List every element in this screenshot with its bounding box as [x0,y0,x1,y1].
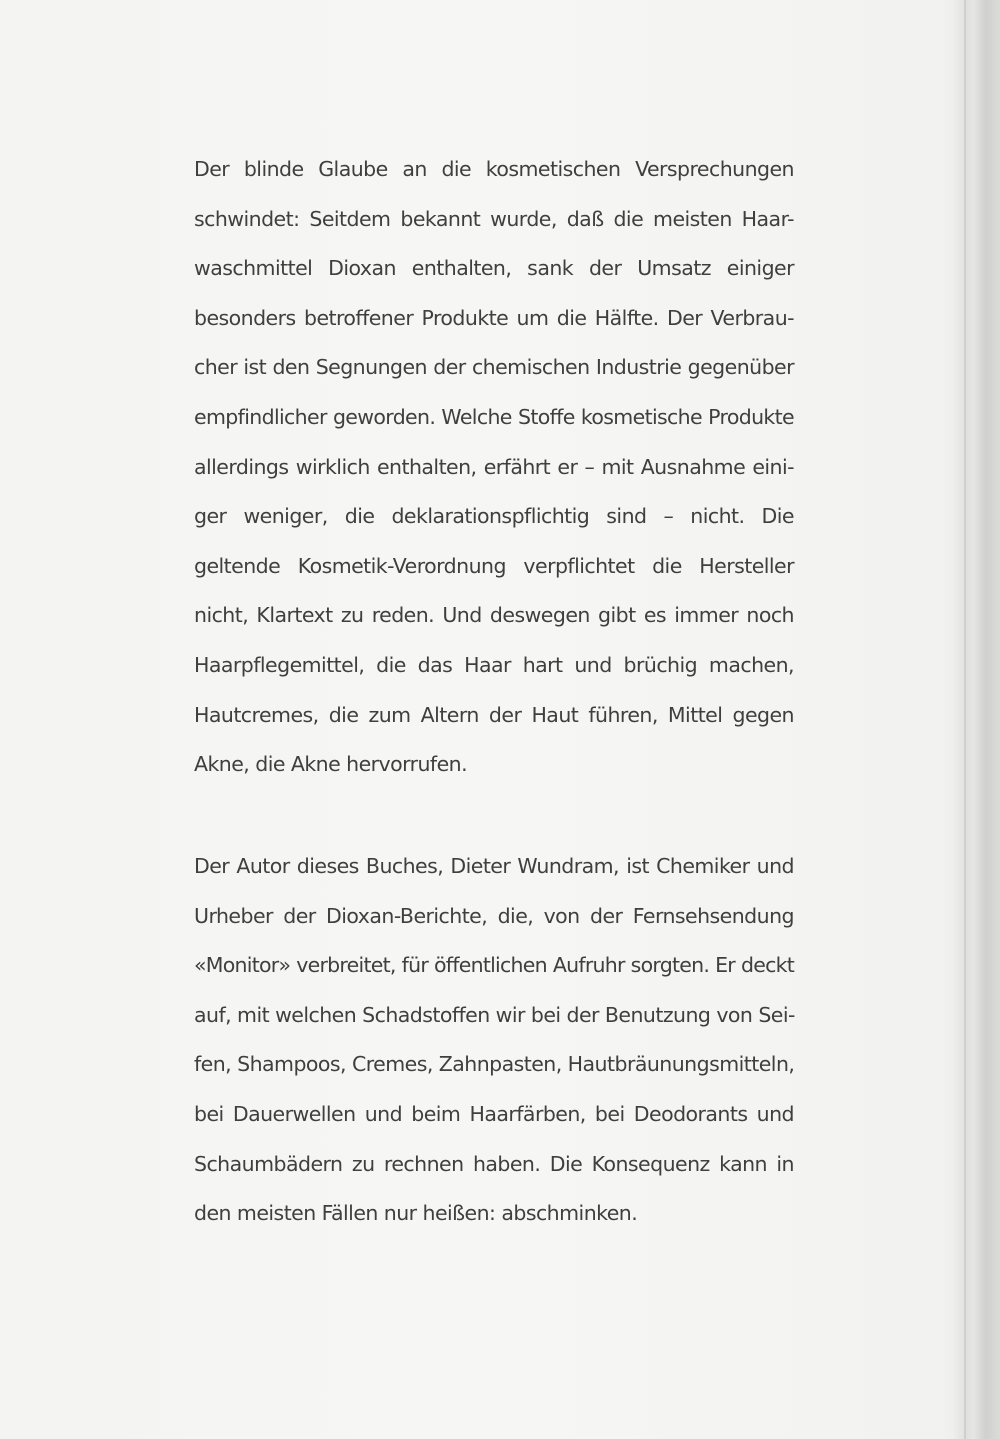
text-line: Haarpflegemittel, die das Haar hart und brüchig machen, [194,652,794,677]
text-line: Akne, die Akne hervorrufen. [194,752,468,777]
text-line: Urheber der Dioxan-Berichte, die, von der Fernsehsendung [194,903,794,928]
text-line: bei Dauerwellen und beim Haarfärben, bei Deodorants und [194,1101,794,1126]
spine-edge [964,0,966,1439]
text-line: Schaumbädern zu rechnen haben. Die Konsequenz kann in [194,1151,794,1176]
blurb-paragraph-1 [194,145,794,790]
text-line: schwindet: Seitdem bekannt wurde, daß die meisten Haar- [194,206,794,231]
text-line: Der Autor dieses Buches, Dieter Wundram, ist Chemiker und [194,854,794,878]
text-line: auf, mit welchen Schadstoffen wir bei der Benutzung von Sei- [194,1002,795,1027]
text-line: ger weniger, die deklarationspflichtig sind – nicht. Die [194,504,794,529]
text-line: empfindlicher geworden. Welche Stoffe kosmetische Produkte [194,404,794,429]
text-line: besonders betroffener Produkte um die Hälfte. Der Verbrau- [194,305,794,330]
text-line: «Monitor» verbreitet, für öffentlichen Aufruhr sorgten. Er deckt [194,953,794,978]
text-line: nicht, Klartext zu reden. Und deswegen gibt es immer noch [194,603,794,628]
spine-shadow [952,0,1000,1439]
text-line: cher ist den Segnungen der chemischen Industrie gegenüber [194,355,794,380]
text-line: den meisten Fällen nur heißen: abschminken. [194,1201,638,1226]
text-line: Der blinde Glaube an die kosmetischen Versprechungen [194,157,794,181]
text-line: Hautcremes, die zum Altern der Haut führen, Mittel gegen [194,702,794,727]
blurb-paragraph-2 [194,842,794,1239]
text-line: geltende Kosmetik-Verordnung verpflichtet die Hersteller [194,553,794,578]
text-line: waschmittel Dioxan enthalten, sank der Umsatz einiger [194,256,794,281]
text-line: allerdings wirklich enthalten, erfährt er – mit Ausnahme eini- [194,454,794,479]
text-line: fen, Shampoos, Cremes, Zahnpasten, Hautbräunungsmitteln, [194,1052,795,1077]
